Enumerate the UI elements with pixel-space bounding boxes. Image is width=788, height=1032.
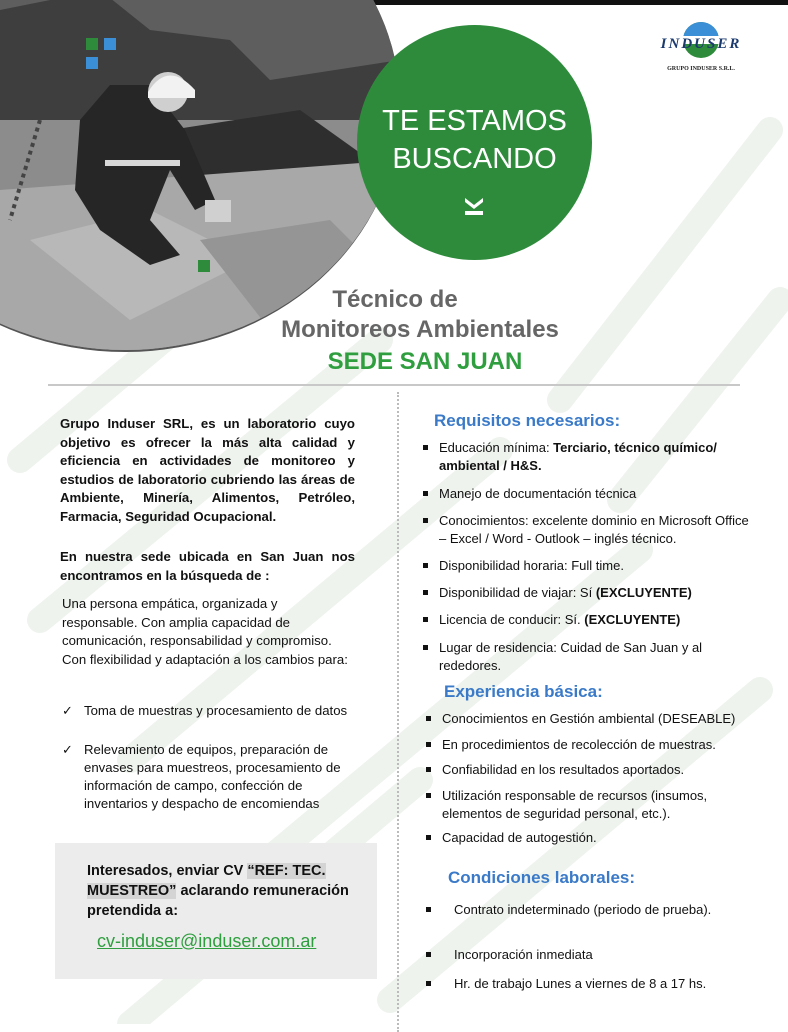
experiencia-heading: Experiencia básica:	[444, 682, 603, 701]
job-title-line-2: Monitoreos Ambientales	[281, 316, 559, 343]
contact-email-link[interactable]: cv-induser@induser.com.ar	[97, 931, 317, 951]
requisitos-heading: Requisitos necesarios:	[434, 411, 621, 430]
deco-square	[86, 57, 98, 69]
task-text: Relevamiento de equipos, preparación de envases para muestreos, procesamiento de información de campo, confección de inventarios y despacho de encomiendas	[84, 742, 341, 811]
experiencia-item: Utilización responsable de recursos (insumos, elementos de seguridad personal, etc.).	[426, 787, 761, 823]
condicion-item: Contrato indeterminado (periodo de prueba).	[426, 901, 761, 919]
task-item	[62, 741, 357, 813]
divider	[48, 384, 740, 386]
deco-square	[86, 38, 98, 50]
deco-square	[198, 260, 210, 272]
task-item	[62, 702, 357, 720]
search-paragraph: En nuestra sede ubicada en San Juan nos encontramos en la búsqueda de :	[60, 549, 355, 583]
contact-instructions	[87, 861, 372, 921]
task-text: Toma de muestras y procesamiento de datos	[84, 703, 348, 718]
condicion-item: Incorporación inmediata	[426, 946, 761, 964]
requisito-item: Educación mínima: Terciario, técnico químico/ ambiental / H&S.	[423, 439, 758, 475]
job-title-line-1: Técnico de	[332, 286, 458, 313]
chevron-double-down-icon	[462, 195, 486, 219]
banner-circle	[357, 25, 592, 260]
induser-logo	[636, 20, 766, 80]
requisito-item: Disponibilidad horaria: Full time.	[423, 557, 758, 575]
experiencia-item: Conocimientos en Gestión ambiental (DESEABLE)	[426, 710, 761, 728]
deco-square	[104, 38, 116, 50]
contact-box	[55, 843, 377, 979]
sede-label: SEDE SAN JUAN	[327, 348, 523, 375]
column-divider	[397, 392, 399, 1032]
logo-name: INDUSER	[660, 36, 742, 52]
intro-paragraph: Grupo Induser SRL, es un laboratorio cuyo objetivo es ofrecer la más alta calidad y eficiencia en actividades de monitoreo y estudios de laboratorio cubriendo las áreas de Ambiente, Minería, Alimentos, Petróleo, Farmacia, Seguridad Ocupacional.	[60, 416, 355, 524]
contact-pre: Interesados, enviar CV	[87, 863, 248, 879]
requisito-item: Licencia de conducir: Sí. (EXCLUYENTE)	[423, 611, 758, 629]
requisito-item: Lugar de residencia: Cuidad de San Juan y al rededores.	[423, 639, 758, 675]
contact-ref: “REF: TEC. MUESTREO”	[87, 863, 326, 899]
check-icon: ✓	[62, 742, 74, 757]
requisito-item: Conocimientos: excelente dominio en Microsoft Office – Excel / Word - Outlook – inglés técnico.	[423, 512, 758, 548]
banner-line-2: BUSCANDO	[392, 143, 557, 175]
banner-line-1: TE ESTAMOS	[382, 105, 567, 137]
check-icon: ✓	[62, 703, 74, 718]
experiencia-item: Capacidad de autogestión.	[426, 829, 761, 847]
logo-subtitle: GRUPO INDUSER S.R.L.	[667, 66, 735, 72]
contact-post: aclarando remuneración pretendida a:	[87, 883, 349, 919]
experiencia-item: En procedimientos de recolección de muestras.	[426, 736, 761, 754]
condiciones-heading: Condiciones laborales:	[448, 868, 636, 887]
profile-paragraph: Una persona empática, organizada y responsable. Con amplia capacidad de comunicación, responsabilidad y compromiso. Con flexibilidad y adaptación a los cambios para:	[62, 596, 348, 667]
condicion-item: Hr. de trabajo Lunes a viernes de 8 a 17 hs.	[426, 975, 761, 993]
experiencia-item: Confiabilidad en los resultados aportados.	[426, 761, 761, 779]
requisito-item: Disponibilidad de viajar: Sí (EXCLUYENTE)	[423, 584, 758, 602]
requisito-item: Manejo de documentación técnica	[423, 485, 758, 503]
